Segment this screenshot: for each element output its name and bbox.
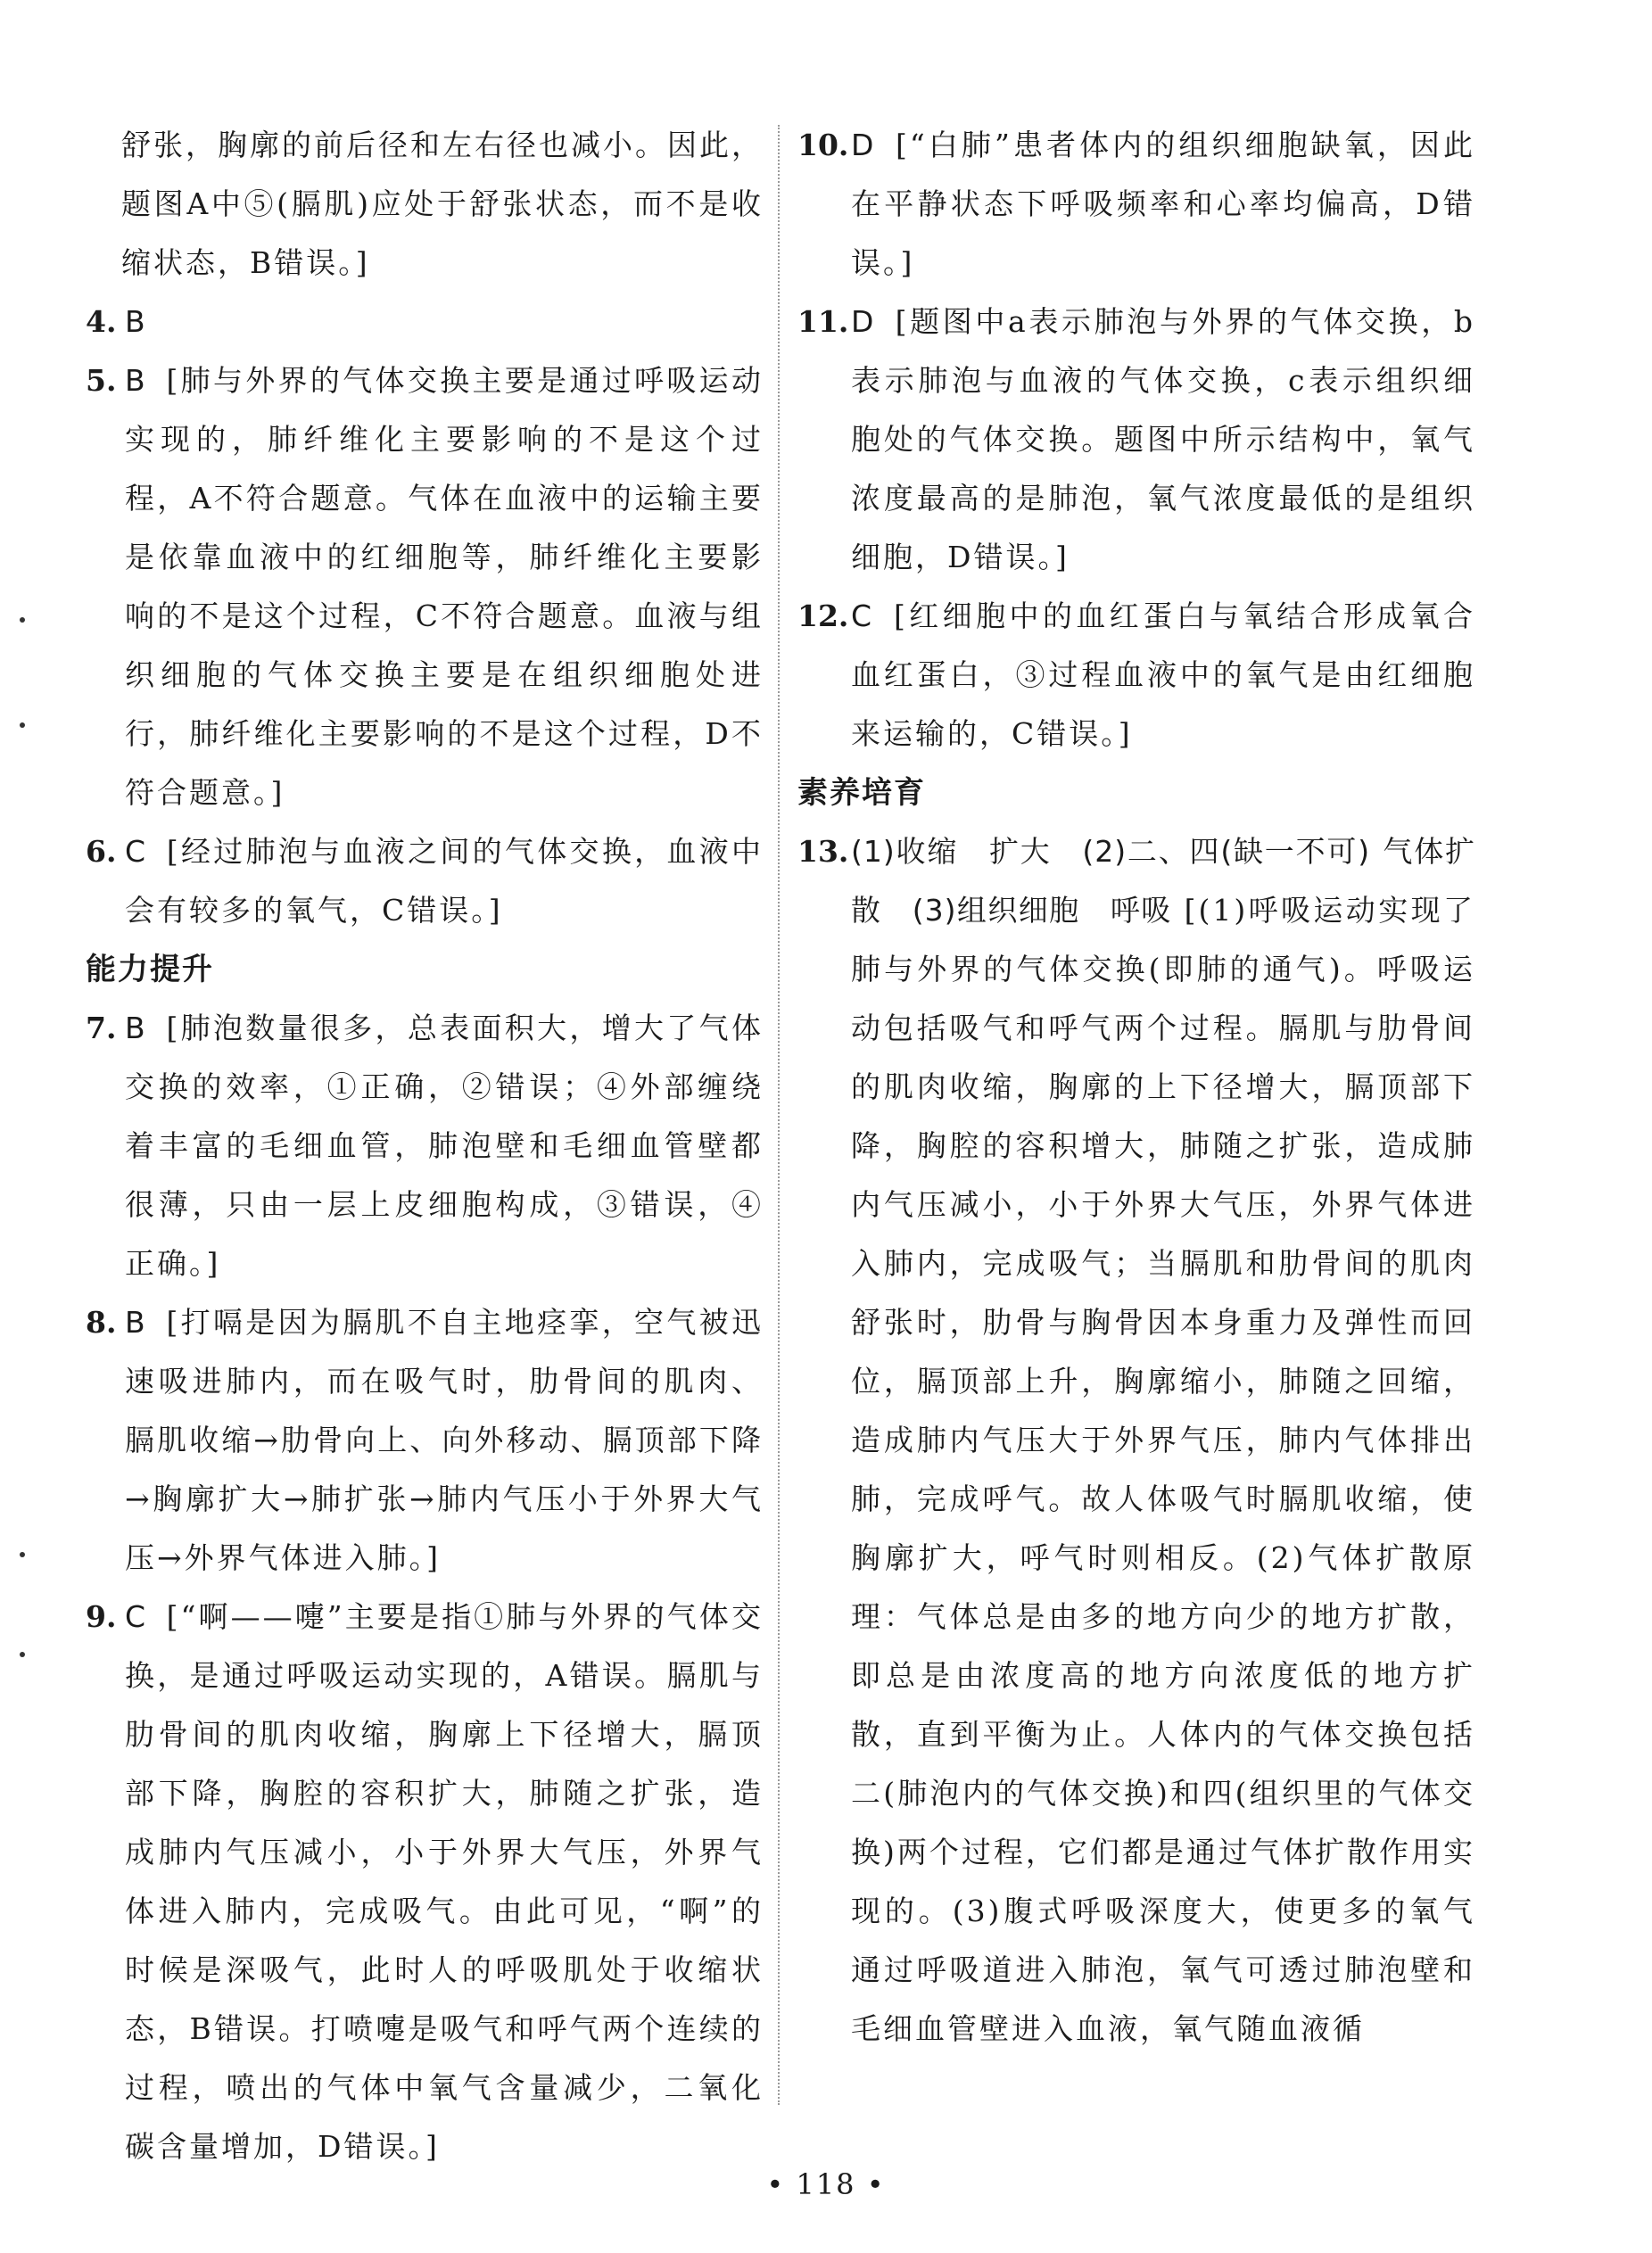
question-number: 6. [86,834,117,869]
question-number: 9. [86,1599,117,1634]
question-7 [86,999,764,1293]
question-number: 4. [86,304,117,339]
explanation: [经过肺泡与血液之间的气体交换，血液中会有较多的氧气，C错误。] [125,834,764,928]
question-8 [86,1293,764,1588]
question-11 [797,293,1475,587]
explanation: [肺泡数量很多，总表面积大，增大了气体交换的效率，①正确，②错误；④外部缠绕着丰富的毛细血管，肺泡壁和毛细血管壁都很薄，只由一层上皮细胞构成，③错误，④正确。] [125,1011,764,1281]
question-6 [86,822,764,940]
explanation: [打嗝是因为膈肌不自主地痉挛，空气被迅速吸进肺内，而在吸气时，肋骨间的肌肉、膈肌收缩→肋骨向上、向外移动、膈顶部下降→胸廓扩大→肺扩张→肺内气压小于外界大气压→外界气体进入肺。] [125,1305,764,1575]
margin-dot [20,722,25,728]
question-10 [797,116,1475,293]
column-divider [778,125,780,2105]
margin-dot [20,617,25,623]
question-number: 12. [797,598,849,633]
question-number: 10. [797,128,849,162]
question-number: 13. [797,834,849,869]
continued-paragraph: 舒张，胸廓的前后径和左右径也减小。因此，题图A中⑤(膈肌)应处于舒张状态，而不是收缩状态，B错误。] [121,128,764,280]
explanation: [肺与外界的气体交换主要是通过呼吸运动实现的，肺纤维化主要影响的不是这个过程，A不符合题意。气体在血液中的运输主要是依靠血液中的红细胞等，肺纤维化主要影响的不是这个过程，C不符合题意。血液与组织细胞的气体交换主要是在组织细胞处进行，肺纤维化主要影响的不是这个过程，D不符合题意。] [125,363,764,810]
page-number: • 118 • [766,2167,886,2201]
question-number: 8. [86,1305,117,1340]
explanation: [红细胞中的血红蛋白与氧结合形成氧合血红蛋白，③过程血液中的氧气是由红细胞来运输的，C错误。] [851,598,1476,751]
section-heading: 素养培育 [797,775,926,811]
section-heading: 能力提升 [86,952,214,987]
question-4 [86,293,764,351]
margin-dot [20,1652,25,1657]
explanation: [题图中a表示肺泡与外界的气体交换，b表示肺泡与血液的气体交换，c表示组织细胞处的气体交换。题图中所示结构中，氧气浓度最高的是肺泡，氧气浓度最低的是组织细胞，D错误。] [851,304,1475,574]
left-column [86,116,764,2176]
answer-letter: B [125,304,145,339]
explanation: [“啊——嚏”主要是指①肺与外界的气体交换，是通过呼吸运动实现的，A错误。膈肌与肋骨间的肌肉收缩，胸廓上下径增大，膈顶部下降，胸腔的容积扩大，肺随之扩张，造成肺内气压减小，小于外界大气压，外界气体进入肺内，完成吸气。由此可见，“啊”的时候是深吸气，此时人的呼吸肌处于收缩状态，B错误。打喷嚏是吸气和呼气两个连续的过程，喷出的气体中氧气含量减少，二氧化碳含量增加，D错误。] [125,1599,764,2164]
right-column [797,116,1475,2059]
margin-dot [20,1552,25,1557]
question-5 [86,351,764,822]
question-13 [797,822,1475,2059]
question-number: 5. [86,363,117,398]
answer-letter: D [851,128,874,162]
answer-letter: C [851,598,872,633]
answer-letter: D [851,304,874,339]
answer-letter: B [125,1011,145,1045]
explanation: [(1)呼吸运动实现了肺与外界的气体交换(即肺的通气)。呼吸运动包括吸气和呼气两个过程。膈肌与肋骨间的肌肉收缩，胸廓的上下径增大，膈顶部下降，胸腔的容积增大，肺随之扩张，造成肺内气压减小，小于外界大气压，外界气体进入肺内，完成吸气；当膈肌和肋骨间的肌肉舒张时，肋骨与胸骨因本身重力及弹性而回位，膈顶部上升，胸廓缩小，肺随之回缩，造成肺内气压大于外界气压，肺内气体排出肺，完成呼气。故人体吸气时膈肌收缩，使胸廓扩大，呼气时则相反。(2)气体扩散原理：气体总是由多的地方向少的地方扩散，即总是由浓度高的地方向浓度低的地方扩散，直到平衡为止。人体内的气体交换包括二(肺泡内的气体交换)和四(组织里的气体交换)两个过程，它们都是通过气体扩散作用实现的。(3)腹式呼吸深度大，使更多的氧气通过呼吸道进入肺泡，氧气可透过肺泡壁和毛细血管壁进入血液，氧气随血液循 [851,893,1475,2046]
fill-in-answers: (1)收缩 扩大 (2)二、四(缺一不可) [851,834,1371,869]
answer-letter: C [125,1599,146,1634]
fill-in-answers-continued: 气体扩散 (3)组织细胞 呼吸 [851,834,1475,928]
answer-letter: B [125,363,145,398]
question-number: 7. [86,1011,117,1045]
question-9 [86,1588,764,2176]
question-number: 11. [797,304,849,339]
answer-letter: C [125,834,146,869]
question-12 [797,587,1475,763]
explanation: [“白肺”患者体内的组织细胞缺氧，因此在平静状态下呼吸频率和心率均偏高，D错误。] [851,128,1475,280]
answer-letter: B [125,1305,145,1340]
